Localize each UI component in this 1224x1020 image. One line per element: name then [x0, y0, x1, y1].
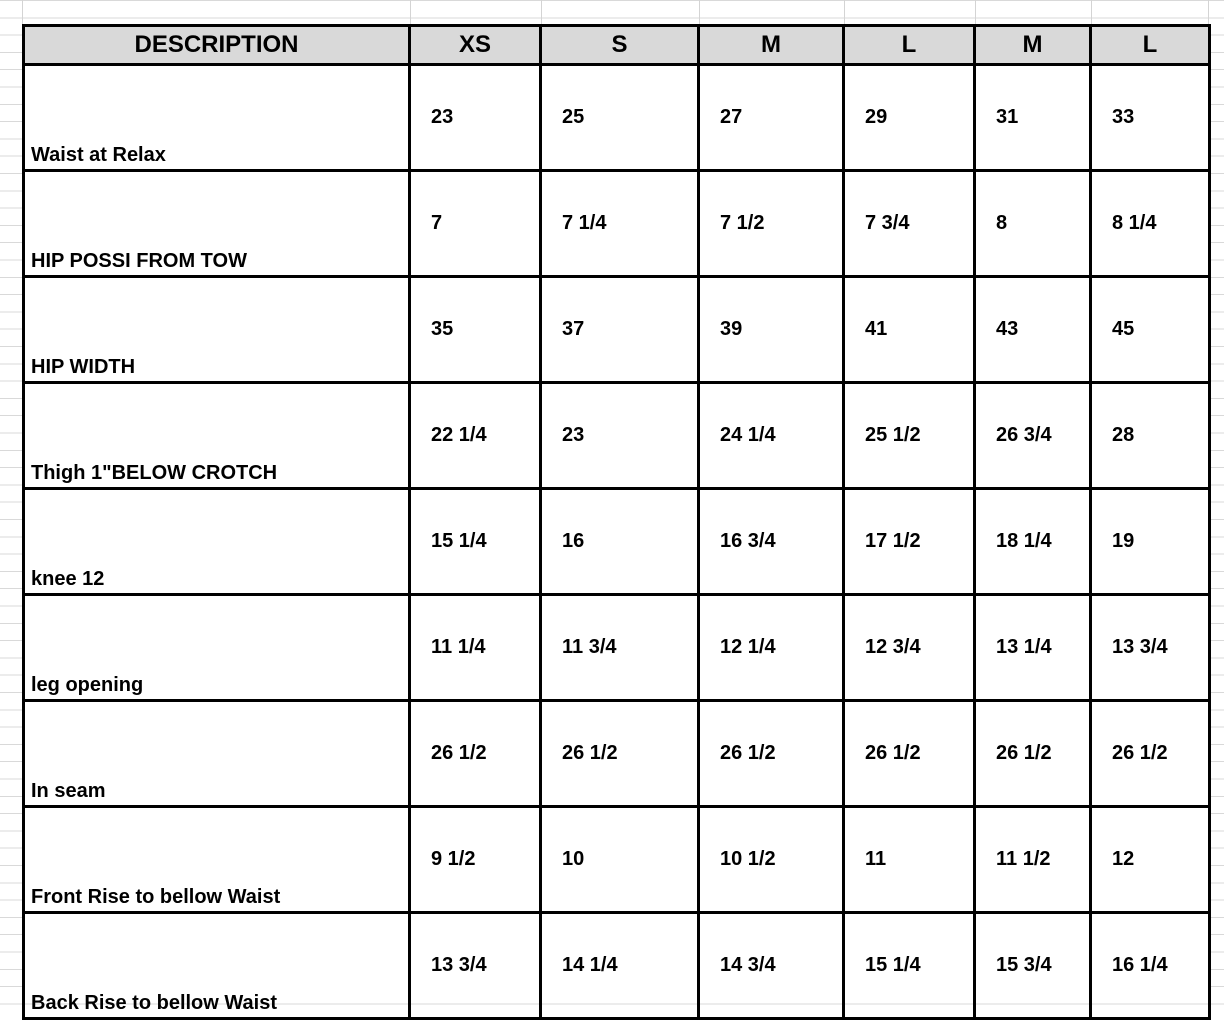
- value-cell[interactable]: 17 1/2: [844, 489, 975, 595]
- spreadsheet-area: [22, 24, 1208, 1014]
- description-cell[interactable]: Back Rise to bellow Waist: [24, 913, 410, 1019]
- value-cell[interactable]: 26 3/4: [975, 383, 1091, 489]
- description-cell[interactable]: Front Rise to bellow Waist: [24, 807, 410, 913]
- header-cell-size[interactable]: M: [699, 26, 844, 65]
- description-cell[interactable]: HIP WIDTH: [24, 277, 410, 383]
- value-cell[interactable]: 16: [541, 489, 699, 595]
- value-cell[interactable]: 23: [410, 65, 541, 171]
- value-cell[interactable]: 43: [975, 277, 1091, 383]
- description-cell[interactable]: leg opening: [24, 595, 410, 701]
- value-cell[interactable]: 31: [975, 65, 1091, 171]
- table-row: [24, 595, 1210, 701]
- table-row: [24, 913, 1210, 1019]
- value-cell[interactable]: 25 1/2: [844, 383, 975, 489]
- value-cell[interactable]: 10 1/2: [699, 807, 844, 913]
- value-cell[interactable]: 28: [1091, 383, 1210, 489]
- value-cell[interactable]: 23: [541, 383, 699, 489]
- value-cell[interactable]: 22 1/4: [410, 383, 541, 489]
- header-cell-size[interactable]: XS: [410, 26, 541, 65]
- value-cell[interactable]: 39: [699, 277, 844, 383]
- value-cell[interactable]: 14 3/4: [699, 913, 844, 1019]
- value-cell[interactable]: 7 3/4: [844, 171, 975, 277]
- value-cell[interactable]: 35: [410, 277, 541, 383]
- value-cell[interactable]: 10: [541, 807, 699, 913]
- value-cell[interactable]: 8 1/4: [1091, 171, 1210, 277]
- table-row: [24, 65, 1210, 171]
- table-row: [24, 171, 1210, 277]
- value-cell[interactable]: 7 1/2: [699, 171, 844, 277]
- value-cell[interactable]: 26 1/2: [1091, 701, 1210, 807]
- table-row: [24, 489, 1210, 595]
- value-cell[interactable]: 8: [975, 171, 1091, 277]
- table-row: [24, 701, 1210, 807]
- value-cell[interactable]: 12 3/4: [844, 595, 975, 701]
- value-cell[interactable]: 7: [410, 171, 541, 277]
- header-cell-size[interactable]: L: [844, 26, 975, 65]
- value-cell[interactable]: 26 1/2: [699, 701, 844, 807]
- value-cell[interactable]: 37: [541, 277, 699, 383]
- description-cell[interactable]: In seam: [24, 701, 410, 807]
- description-cell[interactable]: knee 12: [24, 489, 410, 595]
- value-cell[interactable]: 13 1/4: [975, 595, 1091, 701]
- value-cell[interactable]: 18 1/4: [975, 489, 1091, 595]
- value-cell[interactable]: 15 3/4: [975, 913, 1091, 1019]
- value-cell[interactable]: 11: [844, 807, 975, 913]
- value-cell[interactable]: 27: [699, 65, 844, 171]
- value-cell[interactable]: 26 1/2: [844, 701, 975, 807]
- value-cell[interactable]: 45: [1091, 277, 1210, 383]
- table-row: [24, 277, 1210, 383]
- value-cell[interactable]: 14 1/4: [541, 913, 699, 1019]
- value-cell[interactable]: 13 3/4: [1091, 595, 1210, 701]
- value-cell[interactable]: 12: [1091, 807, 1210, 913]
- header-cell-size[interactable]: M: [975, 26, 1091, 65]
- value-cell[interactable]: 16 1/4: [1091, 913, 1210, 1019]
- value-cell[interactable]: 15 1/4: [844, 913, 975, 1019]
- header-row: [24, 26, 1210, 65]
- size-chart-table: [22, 24, 1211, 1020]
- value-cell[interactable]: 41: [844, 277, 975, 383]
- table-row: [24, 383, 1210, 489]
- value-cell[interactable]: 11 1/2: [975, 807, 1091, 913]
- value-cell[interactable]: 26 1/2: [541, 701, 699, 807]
- description-cell[interactable]: HIP POSSI FROM TOW: [24, 171, 410, 277]
- value-cell[interactable]: 33: [1091, 65, 1210, 171]
- value-cell[interactable]: 13 3/4: [410, 913, 541, 1019]
- value-cell[interactable]: 29: [844, 65, 975, 171]
- value-cell[interactable]: 9 1/2: [410, 807, 541, 913]
- header-cell-size[interactable]: S: [541, 26, 699, 65]
- value-cell[interactable]: 11 3/4: [541, 595, 699, 701]
- description-cell[interactable]: Thigh 1"BELOW CROTCH: [24, 383, 410, 489]
- value-cell[interactable]: 16 3/4: [699, 489, 844, 595]
- value-cell[interactable]: 25: [541, 65, 699, 171]
- header-cell-size[interactable]: L: [1091, 26, 1210, 65]
- value-cell[interactable]: 24 1/4: [699, 383, 844, 489]
- description-cell[interactable]: Waist at Relax: [24, 65, 410, 171]
- table-row: [24, 807, 1210, 913]
- value-cell[interactable]: 19: [1091, 489, 1210, 595]
- header-cell-description[interactable]: DESCRIPTION: [24, 26, 410, 65]
- value-cell[interactable]: 7 1/4: [541, 171, 699, 277]
- value-cell[interactable]: 26 1/2: [410, 701, 541, 807]
- value-cell[interactable]: 12 1/4: [699, 595, 844, 701]
- value-cell[interactable]: 11 1/4: [410, 595, 541, 701]
- value-cell[interactable]: 15 1/4: [410, 489, 541, 595]
- value-cell[interactable]: 26 1/2: [975, 701, 1091, 807]
